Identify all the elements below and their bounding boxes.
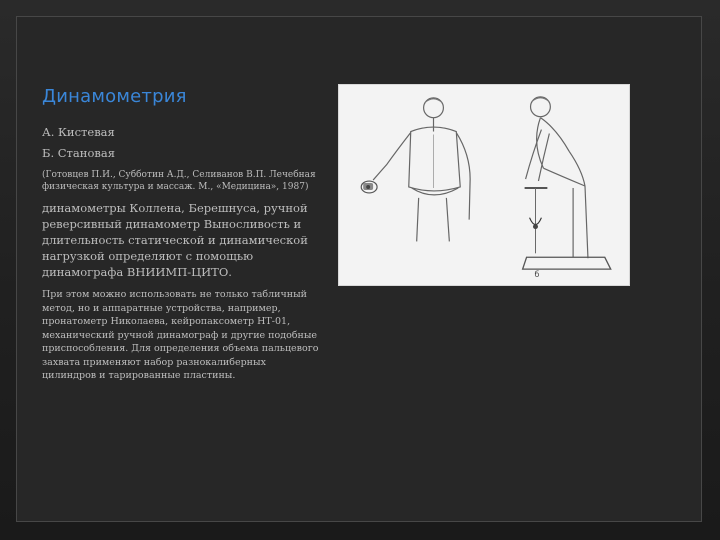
list-item: Б. Становая [42,145,115,160]
body-text [42,125,322,389]
citation-text: (Готовцев П.И., Субботин А.Д., Селиванов В.П. Лечебная физическая культура и массаж. М., «Медицина», 1987) [42,169,316,193]
list-item: А. Кистевая [42,125,115,139]
description-text: динамометры Коллена, Берешнуса, ручной реверсивный динамометр Выносливость и длительность статической и динамической нагрузкой определяют с помощью динамографа ВНИИМП-ЦИТО. [42,201,308,279]
dynamometer-dial [366,185,370,189]
dynamometer-dial [533,224,538,229]
page-title: Динамометрия [42,86,187,107]
dynamometry-figure [338,84,630,286]
description-text: При этом можно использовать не только табличный метод, но и аппаратные устройства, например, пронатометр Николаева, кейропаксометр НТ-01, механический ручной динамограф и другие подобные приспособления. Для определения объема пальцевого захвата применяют набор разнокалиберных цилиндров и тарированные пластины. [42,289,319,382]
figure-label: б [534,270,540,280]
dynamometry-illustration [339,85,629,285]
